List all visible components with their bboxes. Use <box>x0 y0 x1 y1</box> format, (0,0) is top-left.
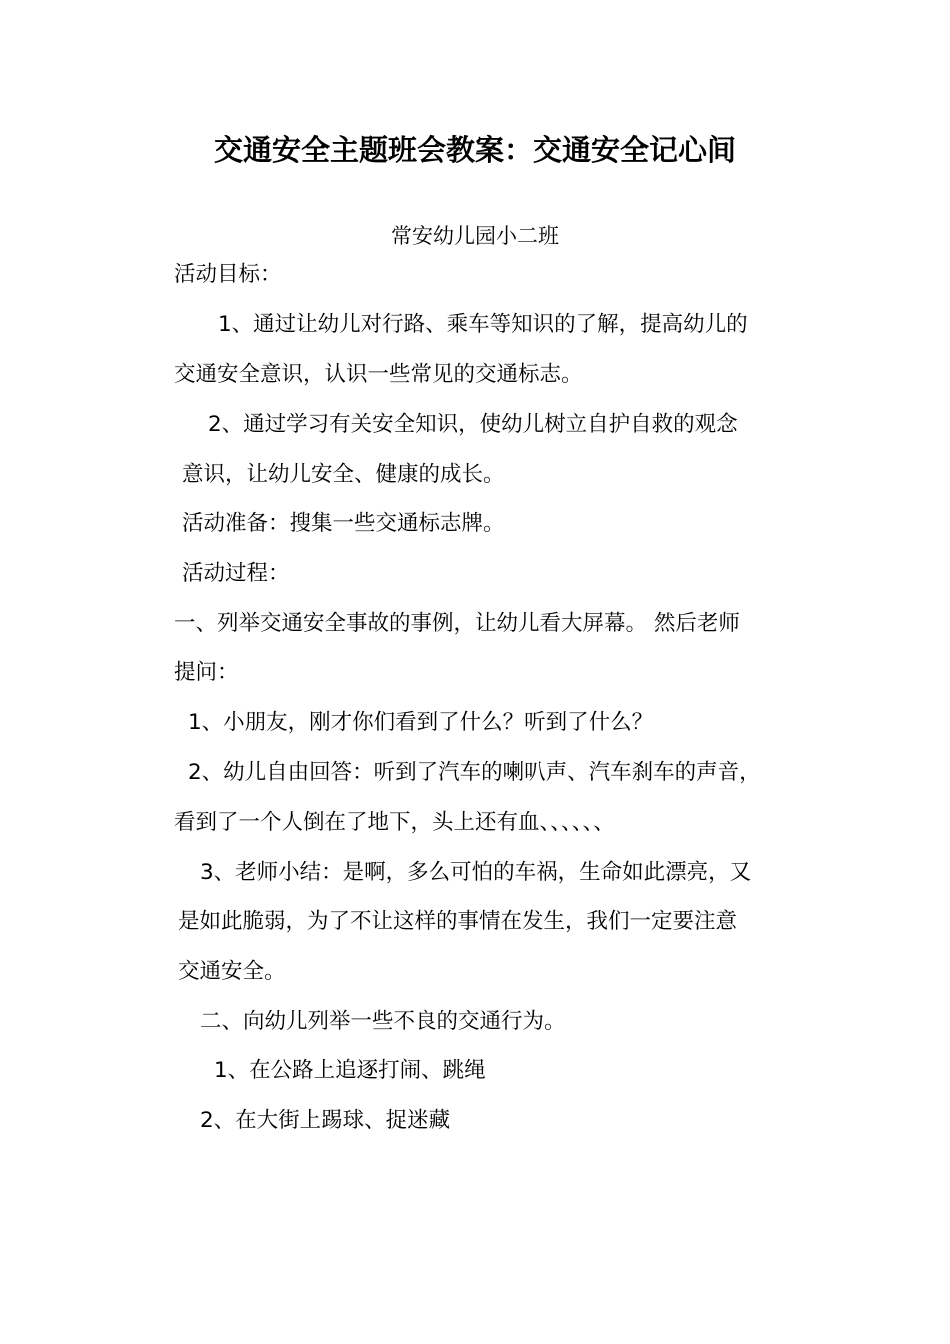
question-item-2: 2、幼儿自由回答：听到了汽车的喇叭声、汽车刹车的声音， <box>188 760 761 785</box>
behavior-item-1: 1、在公路上追逐打闹、跳绳 <box>214 1058 486 1083</box>
section-heading-goals: 活动目标： <box>174 262 282 287</box>
behavior-item-2: 2、在大街上踢球、捉迷藏 <box>200 1108 451 1133</box>
question-item-3-end: 交通安全。 <box>178 959 286 984</box>
section-heading-process: 活动过程： <box>182 561 290 586</box>
question-item-2-cont: 看到了一个人倒在了地下，头上还有血、、、、、、 <box>174 810 615 835</box>
goal-item-2: 2、通过学习有关安全知识，使幼儿树立自护自救的观念 <box>208 412 738 437</box>
process-step-2: 二、向幼儿列举一些不良的交通行为。 <box>200 1009 566 1034</box>
goal-item-1-cont: 交通安全意识，认识一些常见的交通标志。 <box>174 362 583 387</box>
goal-item-2-cont: 意识，让幼儿安全、健康的成长。 <box>182 462 505 487</box>
process-step-1-cont: 提问： <box>174 660 239 685</box>
document-title: 交通安全主题班会教案：交通安全记心间 <box>213 133 736 167</box>
section-preparation: 活动准备：搜集一些交通标志牌。 <box>182 511 505 536</box>
goal-item-1: 1、通过让幼儿对行路、乘车等知识的了解，提高幼儿的 <box>218 312 748 337</box>
process-step-1: 一、列举交通安全事故的事例，让幼儿看大屏幕。 然后老师 <box>174 611 740 636</box>
question-item-3: 3、老师小结：是啊，多么可怕的车祸，生命如此漂亮，又 <box>200 860 752 885</box>
document-subtitle: 常安幼儿园小二班 <box>391 224 559 248</box>
question-item-3-cont: 是如此脆弱，为了不让这样的事情在发生，我们一定要注意 <box>178 909 738 934</box>
question-item-1: 1、小朋友，刚才你们看到了什么？听到了什么？ <box>188 710 654 735</box>
